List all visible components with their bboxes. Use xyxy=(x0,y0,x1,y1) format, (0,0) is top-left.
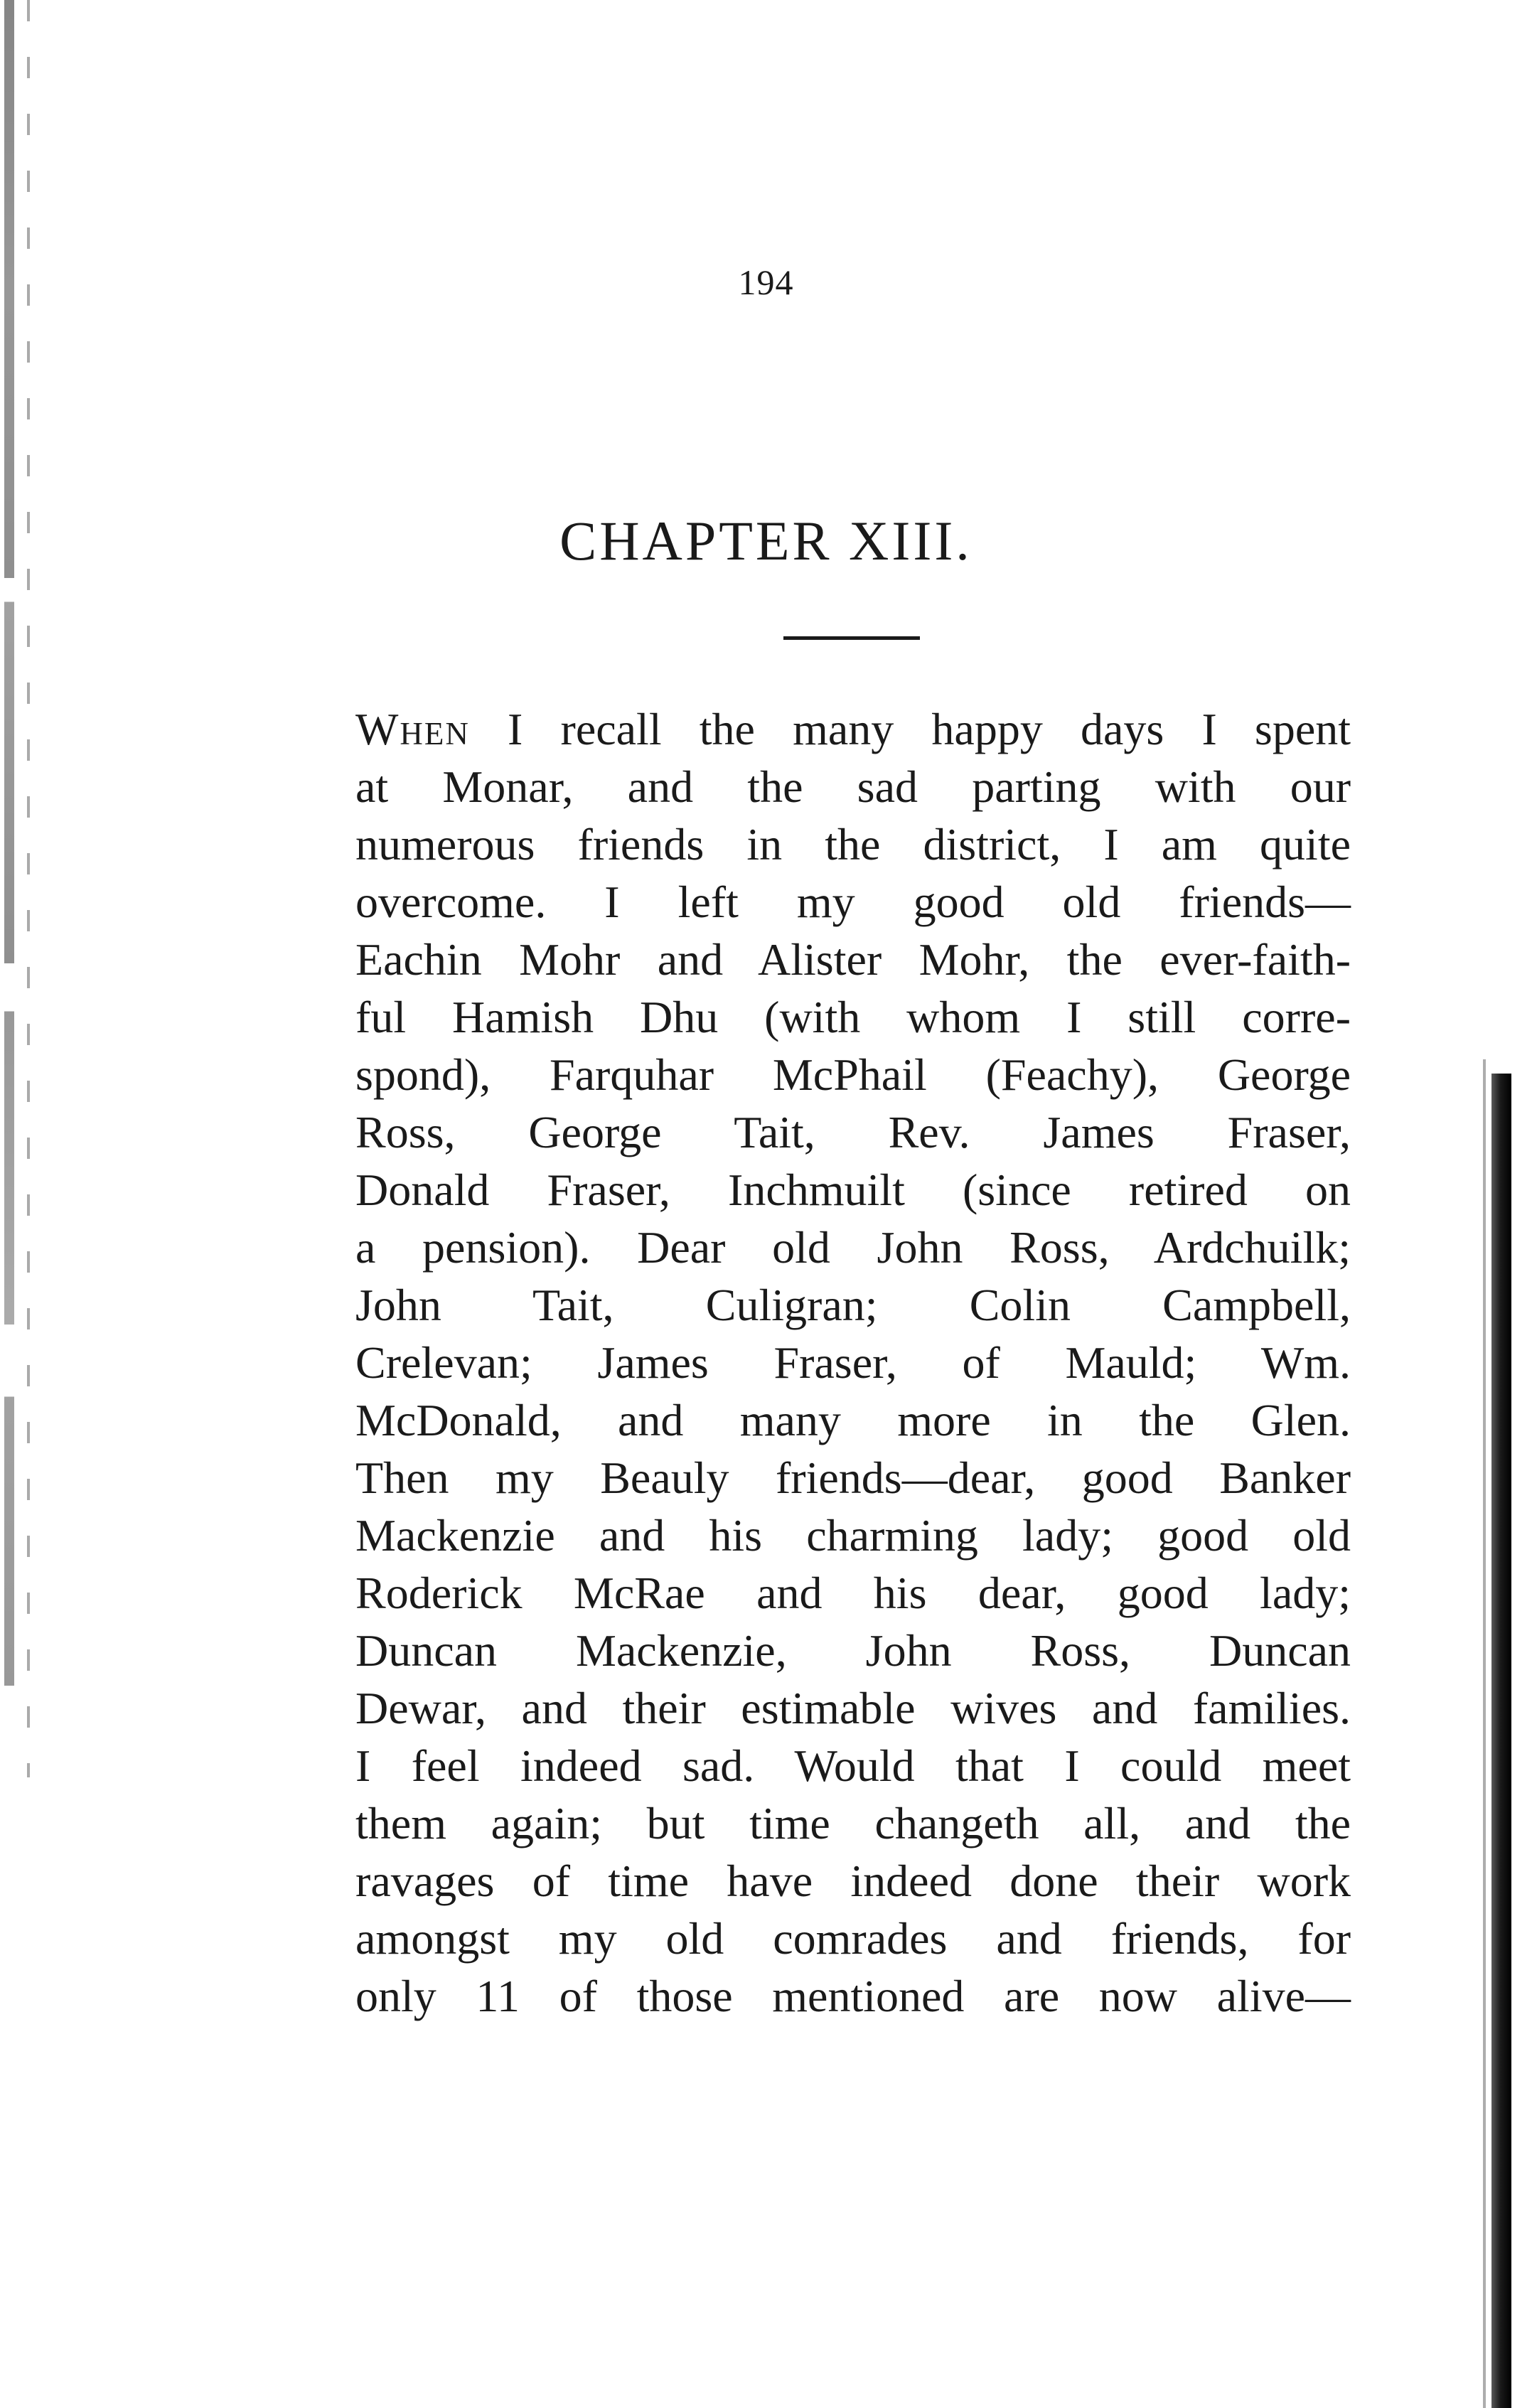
text-line: them again; but time changeth all, and the xyxy=(355,1798,1351,1848)
text-line: spond), Farquhar McPhail (Feachy), George xyxy=(355,1049,1351,1100)
text-line: Eachin Mohr and Alister Mohr, the ever-faith- xyxy=(355,934,1351,985)
text-line: I feel indeed sad. Would that I could meet xyxy=(355,1740,1351,1791)
text-line: ful Hamish Dhu (with whom I still corre- xyxy=(355,992,1351,1042)
text-line: Ross, George Tait, Rev. James Fraser, xyxy=(355,1107,1351,1157)
text-line: amongst my old comrades and friends, for xyxy=(355,1913,1351,1964)
body-text xyxy=(355,700,1351,2025)
chapter-title: CHAPTER XIII. xyxy=(559,510,973,572)
binding-shadow-left xyxy=(4,0,14,2408)
text-line xyxy=(355,700,1351,758)
text-line: Roderick McRae and his dear, good lady; xyxy=(355,1568,1351,1618)
text-line: Crelevan; James Fraser, of Mauld; Wm. xyxy=(355,1337,1351,1388)
text-line: Mackenzie and his charming lady; good old xyxy=(355,1510,1351,1561)
text-line: McDonald, and many more in the Glen. xyxy=(355,1395,1351,1445)
text-line: overcome. I left my good old friends— xyxy=(355,877,1351,927)
page-edge-shadow xyxy=(1491,1074,1511,2408)
text-line: a pension). Dear old John Ross, Ardchuilk; xyxy=(355,1222,1351,1273)
text-line: Then my Beauly friends—dear, good Banker xyxy=(355,1452,1351,1503)
text-line: Dewar, and their estimable wives and families. xyxy=(355,1683,1351,1733)
text-line: Donald Fraser, Inchmuilt (since retired on xyxy=(355,1165,1351,1215)
text-line: at Monar, and the sad parting with our xyxy=(355,761,1351,812)
text-line: ravages of time have indeed done their work xyxy=(355,1856,1351,1906)
line-text: I recall the many happy days I spent xyxy=(469,704,1351,754)
page-number: 194 xyxy=(738,262,794,302)
text-line: Duncan Mackenzie, John Ross, Duncan xyxy=(355,1625,1351,1676)
chapter-divider-rule xyxy=(783,636,920,640)
text-line: John Tait, Culigran; Colin Campbell, xyxy=(355,1280,1351,1330)
page-edge-line xyxy=(1483,1059,1486,2408)
text-line: only 11 of those mentioned are now alive— xyxy=(355,1971,1351,2021)
text-line: numerous friends in the district, I am quite xyxy=(355,819,1351,869)
drop-lead-word: When xyxy=(355,704,470,754)
